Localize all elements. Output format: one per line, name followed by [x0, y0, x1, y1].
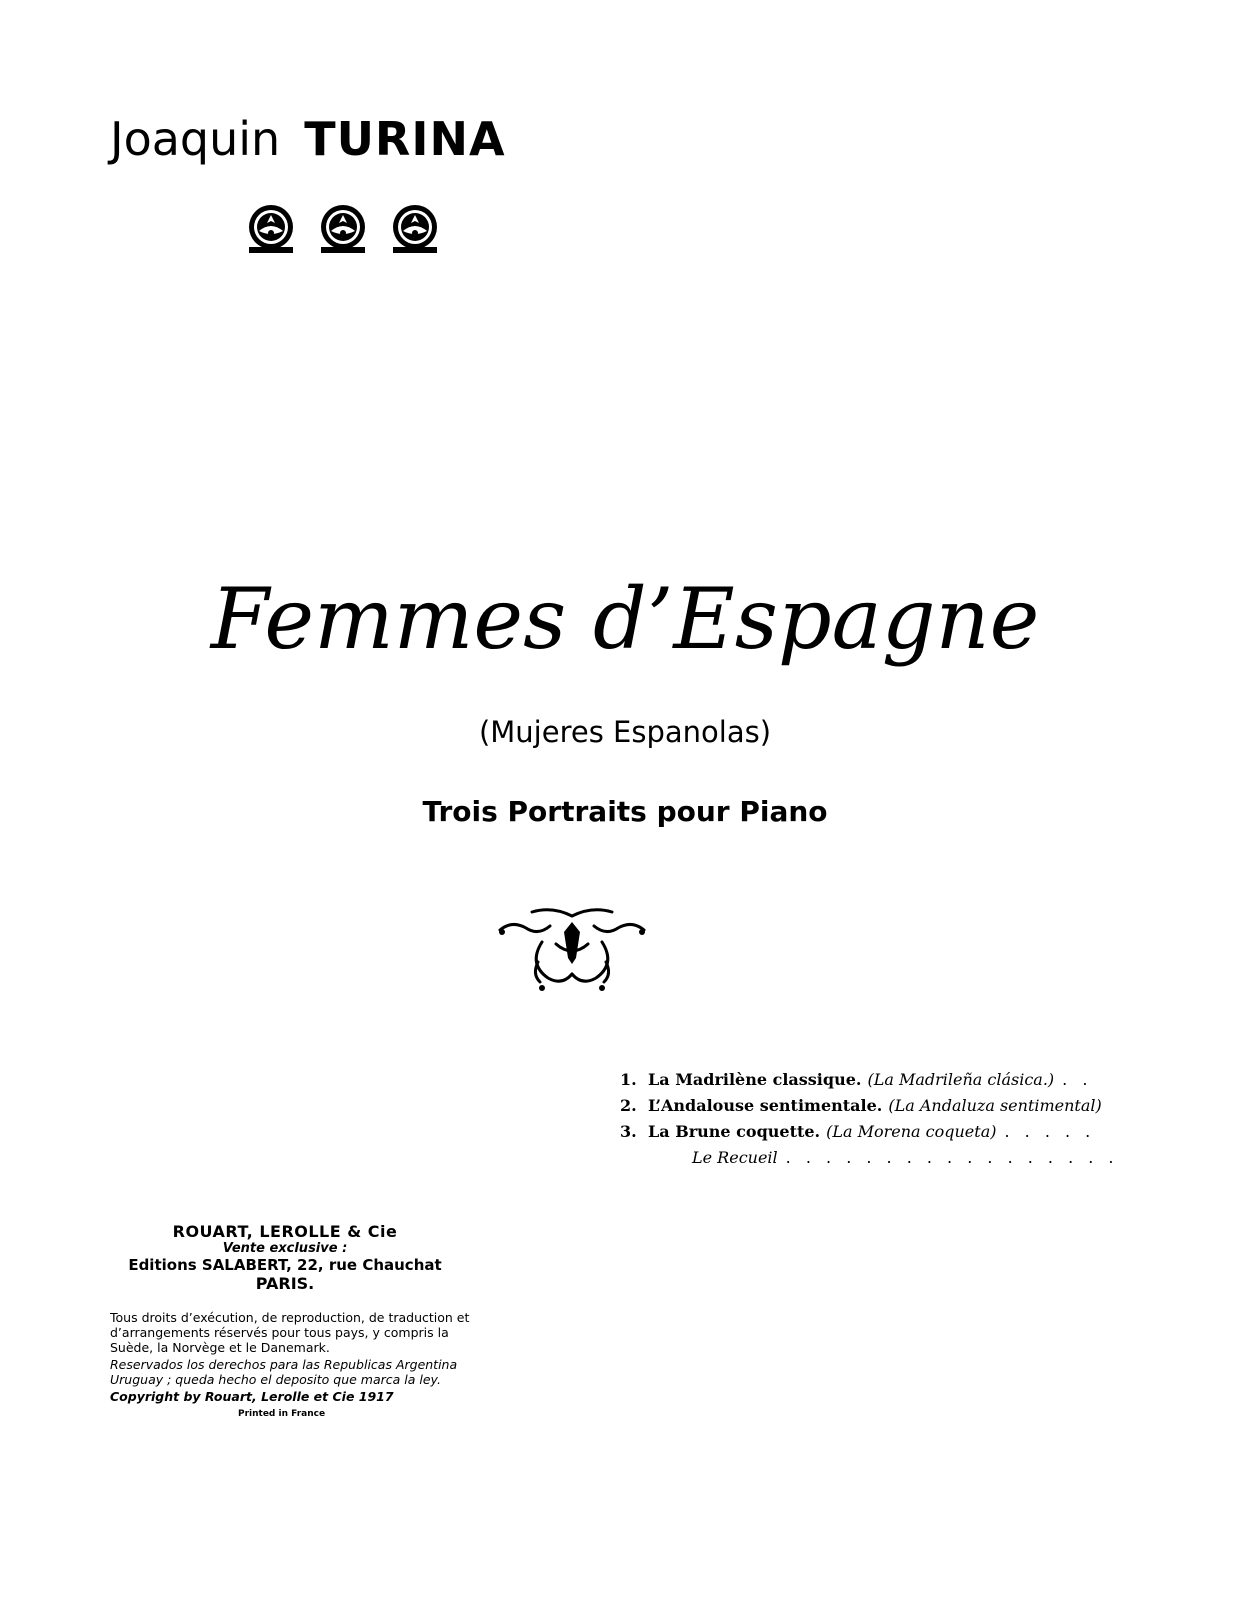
work-title: Femmes d’Espagne — [210, 570, 1040, 668]
composer-name — [110, 112, 506, 166]
leader-dots: . . — [1062, 1070, 1093, 1089]
composer-first-name: Joaquin — [110, 112, 281, 166]
item-number: 2. — [620, 1096, 637, 1115]
list-item — [620, 1148, 1125, 1174]
item-title-fr: L’Andalouse sentimentale. — [648, 1096, 883, 1115]
composer-last-name: TURINA — [304, 112, 506, 166]
ornament-row — [247, 203, 439, 255]
editions-address: Editions SALABERT, 22, rue Chauchat — [128, 1256, 442, 1274]
item-title-es: (La Madrileña clásica.) — [867, 1070, 1055, 1089]
leader-dots: . . . . . . . . . . . . . . . . . — [785, 1148, 1119, 1167]
collection-label: Le Recueil — [692, 1148, 778, 1167]
floral-medallion-icon — [391, 203, 439, 255]
printed-in-line: Printed in France — [238, 1409, 326, 1419]
rights-spanish: Reservados los derechos para las Republicas Argentina Uruguay ; queda hecho el deposito que marca la ley. — [110, 1357, 458, 1387]
list-item — [620, 1070, 1125, 1096]
leader-dots: . . . . . — [1004, 1122, 1096, 1141]
item-title-fr: La Brune coquette. — [648, 1122, 821, 1141]
publisher-city: PARIS. — [255, 1274, 315, 1293]
publisher-name: ROUART, LEROLLE & Cie — [172, 1222, 398, 1241]
contents-list — [620, 1070, 1125, 1174]
list-item — [620, 1096, 1125, 1122]
item-title-es: (La Morena coqueta) — [826, 1122, 997, 1141]
item-title-es: (La Andaluza sentimental) — [888, 1096, 1102, 1115]
item-number: 1. — [620, 1070, 637, 1089]
item-title-fr: La Madrilène classique. — [648, 1070, 862, 1089]
publisher-block — [120, 1222, 450, 1293]
sale-note: Vente exclusive : — [222, 1241, 348, 1256]
rights-notice — [110, 1310, 470, 1422]
instrumentation: Trois Portraits pour Piano — [422, 795, 828, 828]
copyright-line: Copyright by Rouart, Lerolle et Cie 1917 — [110, 1389, 394, 1404]
floral-medallion-icon — [247, 203, 295, 255]
item-number: 3. — [620, 1122, 637, 1141]
work-subtitle: (Mujeres Espanolas) — [478, 715, 772, 749]
rights-french: Tous droits d’exécution, de reproduction, de traduction et d’arrangements réservés pour tous pays, y compris la Suède, la Norvège et le Danemark. — [110, 1310, 470, 1355]
list-item — [620, 1122, 1125, 1148]
floral-medallion-icon — [319, 203, 367, 255]
decorative-vignette-icon — [492, 902, 652, 994]
